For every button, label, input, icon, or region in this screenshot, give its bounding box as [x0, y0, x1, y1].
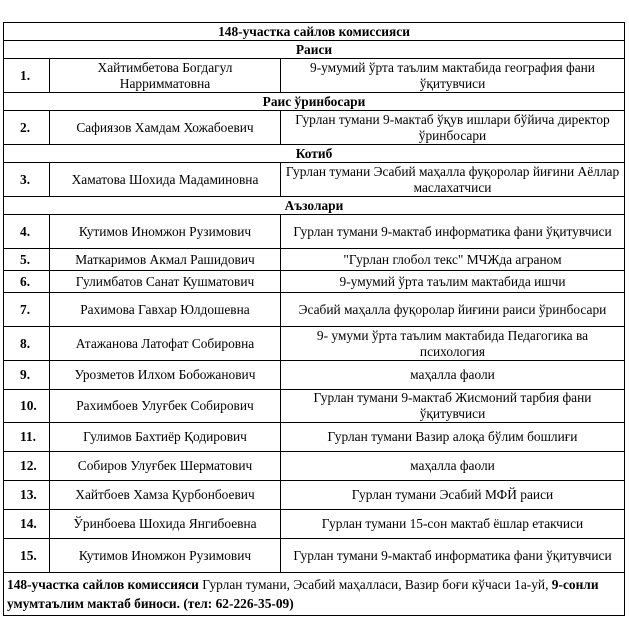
member-name: Рахимова Гавхар Юлдошевна [50, 293, 281, 327]
section-header-row [4, 197, 625, 215]
member-position: Гурлан тумани 9-мактаб информатика фани ўқитувчиси [281, 539, 625, 573]
member-number: 6. [4, 271, 50, 293]
table-row [4, 423, 625, 452]
table-row [4, 59, 625, 93]
member-name: Ўринбоева Шохида Янгибоевна [50, 510, 281, 539]
footer-address [4, 573, 625, 616]
section-header-row [4, 41, 625, 59]
member-position: Эсабий маҳалла фуқоролар йиғини раиси ўринбосари [281, 293, 625, 327]
member-position: Гурлан тумани Эсабий маҳалла фуқоролар йиғини Аёллар маслахатчиси [281, 163, 625, 197]
member-number: 9. [4, 361, 50, 390]
section-header: Котиб [4, 145, 625, 163]
member-position: Гурлан тумани Эсабий МФЙ раиси [281, 481, 625, 510]
member-name: Хайтимбетова Богдагул Нарримматовна [50, 59, 281, 93]
member-position: Гурлан тумани Вазир алоқа бўлим бошлиғи [281, 423, 625, 452]
member-position: маҳалла фаоли [281, 361, 625, 390]
member-number: 11. [4, 423, 50, 452]
member-number: 10. [4, 390, 50, 423]
table-row [4, 510, 625, 539]
table-row [4, 111, 625, 145]
member-position: Гурлан тумани 9-мактаб Жисмоний тарбия фани ўқитувчиси [281, 390, 625, 423]
member-name: Рахимбоев Улуғбек Собирович [50, 390, 281, 423]
member-name: Кутимов Иномжон Рузимович [50, 215, 281, 249]
table-row [4, 249, 625, 271]
table-row [4, 452, 625, 481]
member-position: Гурлан тумани 9-мактаб ўқув ишлари бўйича директор ўринбосари [281, 111, 625, 145]
member-name: Гулимов Бахтиёр Қодирович [50, 423, 281, 452]
footer-text: Гурлан тумани, Эсабий маҳалласи, Вазир боғи кўчаси 1а-уй, [198, 577, 552, 592]
section-header-row [4, 145, 625, 163]
table-row [4, 481, 625, 510]
member-number: 14. [4, 510, 50, 539]
commission-table [3, 22, 625, 616]
table-row [4, 390, 625, 423]
member-position: 9-умумий ўрта таълим мактабида ишчи [281, 271, 625, 293]
table-row [4, 215, 625, 249]
table-title-row [4, 23, 625, 41]
member-name: Атажанова Латофат Собировна [50, 327, 281, 361]
table-row [4, 293, 625, 327]
member-number: 15. [4, 539, 50, 573]
table-row [4, 327, 625, 361]
member-name: Собиров Улуғбек Шерматович [50, 452, 281, 481]
member-position: Гурлан тумани 9-мактаб информатика фани ўқитувчиси [281, 215, 625, 249]
member-position: 9-умумий ўрта таълим мактабида география фани ўқитувчиси [281, 59, 625, 93]
member-name: Маткаримов Акмал Рашидович [50, 249, 281, 271]
section-header: Аъзолари [4, 197, 625, 215]
member-position: "Гурлан глобол текс" МЧЖда аграном [281, 249, 625, 271]
member-name: Урозметов Илхом Бобожанович [50, 361, 281, 390]
member-number: 3. [4, 163, 50, 197]
member-number: 13. [4, 481, 50, 510]
member-position: маҳалла фаоли [281, 452, 625, 481]
member-name: Сафиязов Хамдам Хожабоевич [50, 111, 281, 145]
footer-row [4, 573, 625, 616]
member-number: 5. [4, 249, 50, 271]
member-number: 12. [4, 452, 50, 481]
member-number: 8. [4, 327, 50, 361]
member-number: 4. [4, 215, 50, 249]
table-row [4, 539, 625, 573]
table-title: 148-участка сайлов комиссияси [4, 23, 625, 41]
footer-tail: 9-сонли умумтаълим мактаб биноси. (тел: 62-226-35-09) [7, 577, 599, 611]
table-row [4, 361, 625, 390]
member-position: Гурлан тумани 15-сон мактаб ёшлар етакчиси [281, 510, 625, 539]
member-number: 1. [4, 59, 50, 93]
member-name: Кутимов Иномжон Рузимович [50, 539, 281, 573]
footer-lead: 148-участка сайлов комиссияси [7, 577, 199, 592]
member-name: Хайтбоев Хамза Қурбонбоевич [50, 481, 281, 510]
member-name: Хаматова Шохида Мадаминовна [50, 163, 281, 197]
section-header: Раиси [4, 41, 625, 59]
member-name: Гулимбатов Санат Кушматович [50, 271, 281, 293]
section-header-row [4, 93, 625, 111]
table-row [4, 271, 625, 293]
member-position: 9- умуми ўрта таълим мактабида Педагогика ва психология [281, 327, 625, 361]
table-row [4, 163, 625, 197]
member-number: 2. [4, 111, 50, 145]
section-header: Раис ўринбосари [4, 93, 625, 111]
member-number: 7. [4, 293, 50, 327]
